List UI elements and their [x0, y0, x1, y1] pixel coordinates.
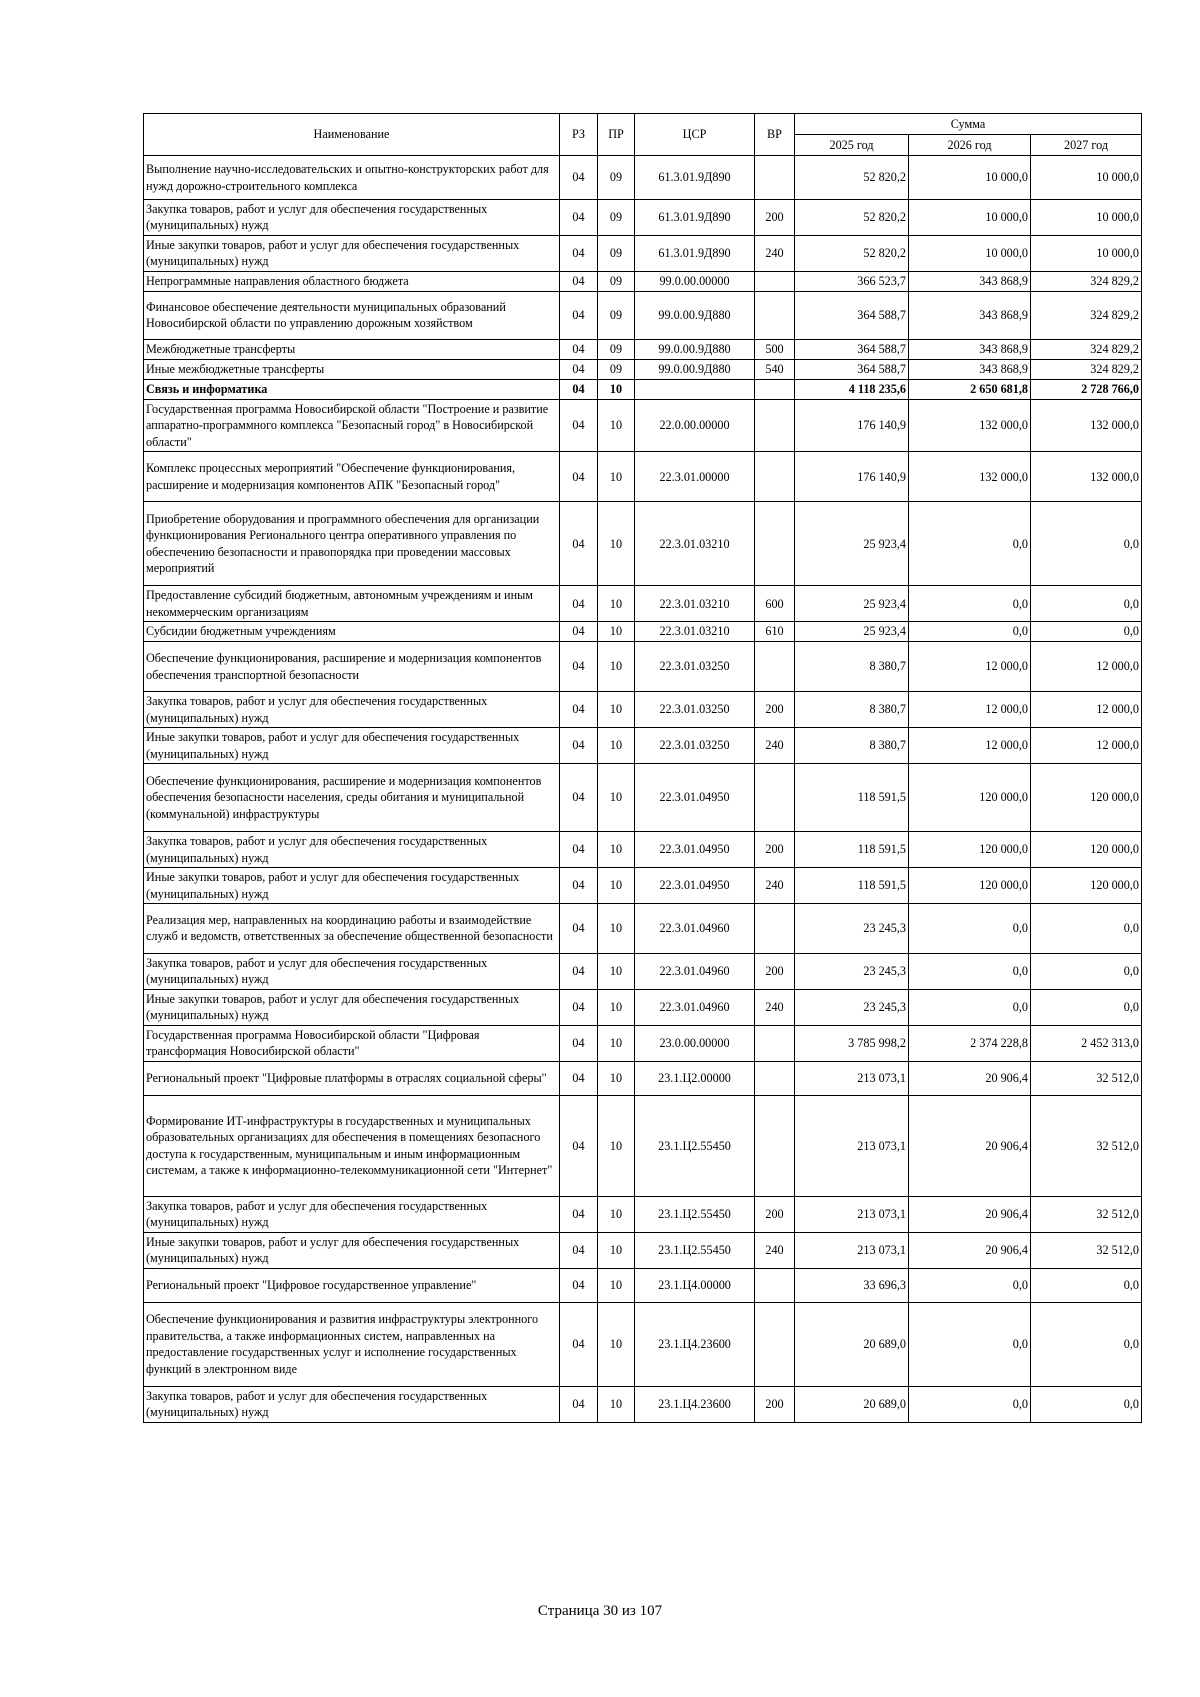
cell-2025: 364 588,7 [795, 359, 909, 379]
header-year-2027: 2027 год [1031, 135, 1142, 156]
cell-csr: 22.3.01.03250 [635, 692, 755, 728]
cell-name: Выполнение научно-исследовательских и опытно-конструкторских работ для нужд дорожно-строительного комплекса [144, 156, 560, 200]
cell-pr: 09 [598, 235, 635, 271]
cell-2027: 32 512,0 [1031, 1061, 1142, 1095]
cell-2025: 366 523,7 [795, 271, 909, 291]
cell-pr: 10 [598, 832, 635, 868]
cell-name: Приобретение оборудования и программного обеспечения для организации функционирования Регионального центра оперативного управления по обеспечению безопасности и правопорядка при проведении массовых мероприятий [144, 502, 560, 586]
table-row [144, 359, 1142, 379]
cell-2026: 12 000,0 [909, 642, 1031, 692]
cell-2025: 364 588,7 [795, 291, 909, 339]
cell-name: Иные закупки товаров, работ и услуг для обеспечения государственных (муниципальных) нужд [144, 989, 560, 1025]
cell-pr: 10 [598, 1268, 635, 1302]
cell-vr: 200 [755, 832, 795, 868]
cell-2026: 10 000,0 [909, 235, 1031, 271]
cell-pr: 10 [598, 728, 635, 764]
cell-pr: 10 [598, 1061, 635, 1095]
cell-vr [755, 764, 795, 832]
cell-2026: 20 906,4 [909, 1095, 1031, 1196]
cell-2027: 132 000,0 [1031, 399, 1142, 451]
cell-rz: 04 [560, 1061, 598, 1095]
cell-pr: 10 [598, 622, 635, 642]
cell-vr [755, 903, 795, 953]
table-row [144, 903, 1142, 953]
cell-vr: 500 [755, 339, 795, 359]
cell-name: Закупка товаров, работ и услуг для обеспечения государственных (муниципальных) нужд [144, 1196, 560, 1232]
table-body [144, 156, 1142, 1423]
table-row [144, 692, 1142, 728]
cell-csr: 22.3.01.03210 [635, 622, 755, 642]
table-row [144, 339, 1142, 359]
cell-csr: 99.0.00.9Д880 [635, 339, 755, 359]
cell-2027: 2 452 313,0 [1031, 1025, 1142, 1061]
cell-rz: 04 [560, 1386, 598, 1422]
cell-vr [755, 379, 795, 399]
cell-vr [755, 452, 795, 502]
cell-rz: 04 [560, 156, 598, 200]
cell-vr: 240 [755, 1232, 795, 1268]
table-row [144, 1386, 1142, 1422]
cell-name: Иные закупки товаров, работ и услуг для обеспечения государственных (муниципальных) нужд [144, 235, 560, 271]
cell-pr: 10 [598, 1386, 635, 1422]
cell-2025: 118 591,5 [795, 832, 909, 868]
cell-name: Государственная программа Новосибирской области "Цифровая трансформация Новосибирской области" [144, 1025, 560, 1061]
cell-rz: 04 [560, 586, 598, 622]
cell-csr: 23.1.Ц2.00000 [635, 1061, 755, 1095]
cell-2025: 118 591,5 [795, 868, 909, 904]
cell-rz: 04 [560, 399, 598, 451]
cell-2027: 10 000,0 [1031, 235, 1142, 271]
cell-rz: 04 [560, 903, 598, 953]
table-row [144, 502, 1142, 586]
cell-vr [755, 156, 795, 200]
table-row [144, 832, 1142, 868]
cell-2027: 132 000,0 [1031, 452, 1142, 502]
cell-2026: 0,0 [909, 953, 1031, 989]
cell-2025: 176 140,9 [795, 452, 909, 502]
cell-csr [635, 379, 755, 399]
cell-vr: 200 [755, 1196, 795, 1232]
cell-2026: 10 000,0 [909, 156, 1031, 200]
cell-2026: 0,0 [909, 502, 1031, 586]
cell-2025: 4 118 235,6 [795, 379, 909, 399]
table-row [144, 728, 1142, 764]
cell-csr: 22.3.01.00000 [635, 452, 755, 502]
cell-csr: 61.3.01.9Д890 [635, 156, 755, 200]
cell-vr: 200 [755, 200, 795, 236]
table-row [144, 1302, 1142, 1386]
cell-2026: 0,0 [909, 1386, 1031, 1422]
cell-name: Формирование ИТ-инфраструктуры в государственных и муниципальных образовательных организациях для обеспечения в помещениях безопасного доступа к государственным, муниципальным и иным информационным системам, а также к информационно-телекоммуникационной сети "Интернет" [144, 1095, 560, 1196]
cell-name: Обеспечение функционирования, расширение и модернизация компонентов обеспечения транспортной безопасности [144, 642, 560, 692]
cell-2026: 132 000,0 [909, 452, 1031, 502]
cell-vr [755, 502, 795, 586]
cell-vr [755, 399, 795, 451]
cell-csr: 23.1.Ц2.55450 [635, 1196, 755, 1232]
cell-pr: 10 [598, 764, 635, 832]
cell-csr: 22.3.01.04950 [635, 764, 755, 832]
cell-rz: 04 [560, 728, 598, 764]
cell-name: Реализация мер, направленных на координацию работы и взаимодействие служб и ведомств, ответственных за обеспечение общественной безопасности [144, 903, 560, 953]
cell-2027: 324 829,2 [1031, 359, 1142, 379]
cell-name: Иные закупки товаров, работ и услуг для обеспечения государственных (муниципальных) нужд [144, 728, 560, 764]
cell-2025: 213 073,1 [795, 1196, 909, 1232]
cell-2027: 120 000,0 [1031, 764, 1142, 832]
cell-2025: 213 073,1 [795, 1232, 909, 1268]
cell-vr: 240 [755, 728, 795, 764]
cell-2027: 0,0 [1031, 1302, 1142, 1386]
cell-rz: 04 [560, 1232, 598, 1268]
cell-2025: 8 380,7 [795, 692, 909, 728]
cell-csr: 23.1.Ц2.55450 [635, 1095, 755, 1196]
cell-rz: 04 [560, 868, 598, 904]
cell-2027: 0,0 [1031, 622, 1142, 642]
cell-csr: 23.0.00.00000 [635, 1025, 755, 1061]
cell-csr: 23.1.Ц2.55450 [635, 1232, 755, 1268]
cell-vr: 240 [755, 235, 795, 271]
table-row [144, 1061, 1142, 1095]
cell-csr: 22.3.01.04960 [635, 989, 755, 1025]
cell-2026: 20 906,4 [909, 1232, 1031, 1268]
cell-2026: 120 000,0 [909, 832, 1031, 868]
cell-vr [755, 1095, 795, 1196]
cell-rz: 04 [560, 1025, 598, 1061]
cell-vr [755, 1025, 795, 1061]
table-row [144, 1025, 1142, 1061]
header-vr: ВР [755, 114, 795, 156]
cell-rz: 04 [560, 989, 598, 1025]
cell-2027: 120 000,0 [1031, 868, 1142, 904]
cell-csr: 99.0.00.9Д880 [635, 291, 755, 339]
cell-name: Закупка товаров, работ и услуг для обеспечения государственных (муниципальных) нужд [144, 692, 560, 728]
cell-2025: 176 140,9 [795, 399, 909, 451]
table-row [144, 868, 1142, 904]
cell-rz: 04 [560, 622, 598, 642]
cell-rz: 04 [560, 235, 598, 271]
cell-name: Финансовое обеспечение деятельности муниципальных образований Новосибирской области по управлению дорожным хозяйством [144, 291, 560, 339]
cell-rz: 04 [560, 692, 598, 728]
cell-2025: 364 588,7 [795, 339, 909, 359]
cell-rz: 04 [560, 291, 598, 339]
cell-2027: 0,0 [1031, 903, 1142, 953]
cell-vr [755, 642, 795, 692]
cell-2027: 120 000,0 [1031, 832, 1142, 868]
table-row [144, 156, 1142, 200]
cell-csr: 99.0.00.00000 [635, 271, 755, 291]
header-csr: ЦСР [635, 114, 755, 156]
cell-pr: 09 [598, 200, 635, 236]
table-row [144, 1268, 1142, 1302]
cell-name: Иные закупки товаров, работ и услуг для обеспечения государственных (муниципальных) нужд [144, 1232, 560, 1268]
cell-2026: 132 000,0 [909, 399, 1031, 451]
cell-pr: 10 [598, 586, 635, 622]
cell-csr: 23.1.Ц4.23600 [635, 1302, 755, 1386]
table-row [144, 291, 1142, 339]
cell-2025: 20 689,0 [795, 1386, 909, 1422]
cell-rz: 04 [560, 764, 598, 832]
cell-2026: 0,0 [909, 586, 1031, 622]
cell-vr: 200 [755, 1386, 795, 1422]
cell-vr: 540 [755, 359, 795, 379]
cell-2025: 33 696,3 [795, 1268, 909, 1302]
table-row [144, 1095, 1142, 1196]
cell-2027: 0,0 [1031, 502, 1142, 586]
cell-vr: 600 [755, 586, 795, 622]
cell-2026: 0,0 [909, 903, 1031, 953]
cell-rz: 04 [560, 832, 598, 868]
cell-2026: 20 906,4 [909, 1196, 1031, 1232]
cell-2025: 23 245,3 [795, 989, 909, 1025]
cell-pr: 10 [598, 989, 635, 1025]
cell-name: Межбюджетные трансферты [144, 339, 560, 359]
cell-2026: 0,0 [909, 989, 1031, 1025]
cell-pr: 10 [598, 379, 635, 399]
page-number: Страница 30 из 107 [537, 1603, 663, 1619]
cell-2025: 213 073,1 [795, 1061, 909, 1095]
table-row [144, 271, 1142, 291]
cell-2026: 343 868,9 [909, 359, 1031, 379]
cell-vr: 240 [755, 989, 795, 1025]
table-row [144, 1196, 1142, 1232]
budget-table [143, 113, 1142, 1423]
cell-2027: 10 000,0 [1031, 156, 1142, 200]
cell-vr: 240 [755, 868, 795, 904]
cell-2027: 324 829,2 [1031, 339, 1142, 359]
cell-rz: 04 [560, 359, 598, 379]
cell-2025: 20 689,0 [795, 1302, 909, 1386]
cell-2027: 12 000,0 [1031, 692, 1142, 728]
cell-2025: 8 380,7 [795, 728, 909, 764]
table-row [144, 642, 1142, 692]
cell-2026: 343 868,9 [909, 339, 1031, 359]
table-header [144, 114, 1142, 156]
cell-2025: 52 820,2 [795, 200, 909, 236]
cell-2027: 32 512,0 [1031, 1095, 1142, 1196]
cell-vr [755, 1061, 795, 1095]
cell-name: Предоставление субсидий бюджетным, автономным учреждениям и иным некоммерческим организациям [144, 586, 560, 622]
cell-csr: 22.3.01.03250 [635, 642, 755, 692]
cell-name: Государственная программа Новосибирской области "Построение и развитие аппаратно-программного комплекса "Безопасный город" в Новосибирской области" [144, 399, 560, 451]
cell-2027: 12 000,0 [1031, 728, 1142, 764]
table-row [144, 586, 1142, 622]
cell-name: Региональный проект "Цифровое государственное управление" [144, 1268, 560, 1302]
cell-2025: 213 073,1 [795, 1095, 909, 1196]
table-row [144, 764, 1142, 832]
table-row [144, 399, 1142, 451]
cell-2025: 25 923,4 [795, 502, 909, 586]
cell-name: Закупка товаров, работ и услуг для обеспечения государственных (муниципальных) нужд [144, 200, 560, 236]
cell-2027: 0,0 [1031, 989, 1142, 1025]
table-row [144, 379, 1142, 399]
cell-2027: 10 000,0 [1031, 200, 1142, 236]
cell-rz: 04 [560, 339, 598, 359]
cell-2026: 120 000,0 [909, 868, 1031, 904]
cell-pr: 10 [598, 953, 635, 989]
cell-pr: 10 [598, 692, 635, 728]
cell-rz: 04 [560, 953, 598, 989]
cell-pr: 10 [598, 1095, 635, 1196]
cell-name: Непрограммные направления областного бюджета [144, 271, 560, 291]
cell-2027: 0,0 [1031, 953, 1142, 989]
cell-vr [755, 291, 795, 339]
cell-csr: 22.0.00.00000 [635, 399, 755, 451]
cell-pr: 09 [598, 156, 635, 200]
table-row [144, 622, 1142, 642]
cell-name: Обеспечение функционирования, расширение и модернизация компонентов обеспечения безопасности населения, среды обитания и муниципальной (коммунальной) инфраструктуры [144, 764, 560, 832]
header-year-2026: 2026 год [909, 135, 1031, 156]
cell-2026: 120 000,0 [909, 764, 1031, 832]
cell-pr: 09 [598, 359, 635, 379]
cell-pr: 10 [598, 903, 635, 953]
cell-2026: 10 000,0 [909, 200, 1031, 236]
cell-csr: 99.0.00.9Д880 [635, 359, 755, 379]
cell-csr: 22.3.01.03210 [635, 586, 755, 622]
cell-name: Иные закупки товаров, работ и услуг для обеспечения государственных (муниципальных) нужд [144, 868, 560, 904]
cell-pr: 10 [598, 1196, 635, 1232]
cell-pr: 10 [598, 502, 635, 586]
cell-csr: 23.1.Ц4.23600 [635, 1386, 755, 1422]
cell-vr: 610 [755, 622, 795, 642]
cell-rz: 04 [560, 1268, 598, 1302]
cell-2026: 20 906,4 [909, 1061, 1031, 1095]
cell-vr: 200 [755, 692, 795, 728]
cell-name: Закупка товаров, работ и услуг для обеспечения государственных (муниципальных) нужд [144, 832, 560, 868]
cell-csr: 22.3.01.04960 [635, 903, 755, 953]
cell-2026: 12 000,0 [909, 728, 1031, 764]
cell-2025: 23 245,3 [795, 953, 909, 989]
cell-pr: 09 [598, 291, 635, 339]
cell-name: Связь и информатика [144, 379, 560, 399]
cell-name: Региональный проект "Цифровые платформы в отраслях социальной сферы" [144, 1061, 560, 1095]
cell-rz: 04 [560, 1196, 598, 1232]
cell-2026: 2 650 681,8 [909, 379, 1031, 399]
table-row [144, 953, 1142, 989]
cell-vr [755, 271, 795, 291]
cell-2025: 23 245,3 [795, 903, 909, 953]
cell-2027: 0,0 [1031, 586, 1142, 622]
cell-rz: 04 [560, 1095, 598, 1196]
cell-name: Иные межбюджетные трансферты [144, 359, 560, 379]
cell-csr: 22.3.01.04950 [635, 868, 755, 904]
cell-2025: 25 923,4 [795, 586, 909, 622]
cell-2027: 32 512,0 [1031, 1196, 1142, 1232]
cell-2026: 2 374 228,8 [909, 1025, 1031, 1061]
cell-pr: 10 [598, 1302, 635, 1386]
cell-2025: 3 785 998,2 [795, 1025, 909, 1061]
cell-csr: 61.3.01.9Д890 [635, 200, 755, 236]
cell-csr: 61.3.01.9Д890 [635, 235, 755, 271]
table-row [144, 1232, 1142, 1268]
cell-2027: 2 728 766,0 [1031, 379, 1142, 399]
cell-2027: 32 512,0 [1031, 1232, 1142, 1268]
cell-2027: 324 829,2 [1031, 291, 1142, 339]
cell-2026: 343 868,9 [909, 291, 1031, 339]
cell-2026: 343 868,9 [909, 271, 1031, 291]
cell-name: Обеспечение функционирования и развития инфраструктуры электронного правительства, а также информационных систем, направленных на предоставление государственных услуг и исполнение государственных функций в электронном виде [144, 1302, 560, 1386]
cell-rz: 04 [560, 379, 598, 399]
cell-rz: 04 [560, 642, 598, 692]
cell-pr: 10 [598, 1025, 635, 1061]
table-row [144, 989, 1142, 1025]
cell-2026: 0,0 [909, 622, 1031, 642]
cell-csr: 23.1.Ц4.00000 [635, 1268, 755, 1302]
cell-2027: 0,0 [1031, 1386, 1142, 1422]
cell-pr: 10 [598, 642, 635, 692]
header-name: Наименование [144, 114, 560, 156]
cell-pr: 09 [598, 271, 635, 291]
cell-csr: 22.3.01.03250 [635, 728, 755, 764]
header-rz: РЗ [560, 114, 598, 156]
cell-rz: 04 [560, 502, 598, 586]
cell-csr: 22.3.01.03210 [635, 502, 755, 586]
cell-2025: 52 820,2 [795, 156, 909, 200]
cell-2026: 0,0 [909, 1302, 1031, 1386]
cell-2025: 25 923,4 [795, 622, 909, 642]
cell-2025: 118 591,5 [795, 764, 909, 832]
cell-pr: 10 [598, 868, 635, 904]
cell-csr: 22.3.01.04960 [635, 953, 755, 989]
cell-rz: 04 [560, 452, 598, 502]
cell-2027: 324 829,2 [1031, 271, 1142, 291]
cell-2025: 52 820,2 [795, 235, 909, 271]
table-row [144, 452, 1142, 502]
cell-pr: 09 [598, 339, 635, 359]
cell-vr [755, 1268, 795, 1302]
cell-pr: 10 [598, 399, 635, 451]
cell-vr [755, 1302, 795, 1386]
table-row [144, 200, 1142, 236]
header-sum: Сумма [795, 114, 1142, 135]
cell-rz: 04 [560, 1302, 598, 1386]
cell-pr: 10 [598, 452, 635, 502]
cell-name: Субсидии бюджетным учреждениям [144, 622, 560, 642]
cell-2025: 8 380,7 [795, 642, 909, 692]
cell-2026: 12 000,0 [909, 692, 1031, 728]
cell-pr: 10 [598, 1232, 635, 1268]
cell-name: Комплекс процессных мероприятий "Обеспечение функционирования, расширение и модернизация компонентов АПК "Безопасный город" [144, 452, 560, 502]
table-row [144, 235, 1142, 271]
header-pr: ПР [598, 114, 635, 156]
cell-rz: 04 [560, 271, 598, 291]
cell-2027: 12 000,0 [1031, 642, 1142, 692]
header-year-2025: 2025 год [795, 135, 909, 156]
cell-name: Закупка товаров, работ и услуг для обеспечения государственных (муниципальных) нужд [144, 1386, 560, 1422]
cell-2027: 0,0 [1031, 1268, 1142, 1302]
cell-vr: 200 [755, 953, 795, 989]
cell-name: Закупка товаров, работ и услуг для обеспечения государственных (муниципальных) нужд [144, 953, 560, 989]
cell-2026: 0,0 [909, 1268, 1031, 1302]
cell-csr: 22.3.01.04950 [635, 832, 755, 868]
cell-rz: 04 [560, 200, 598, 236]
